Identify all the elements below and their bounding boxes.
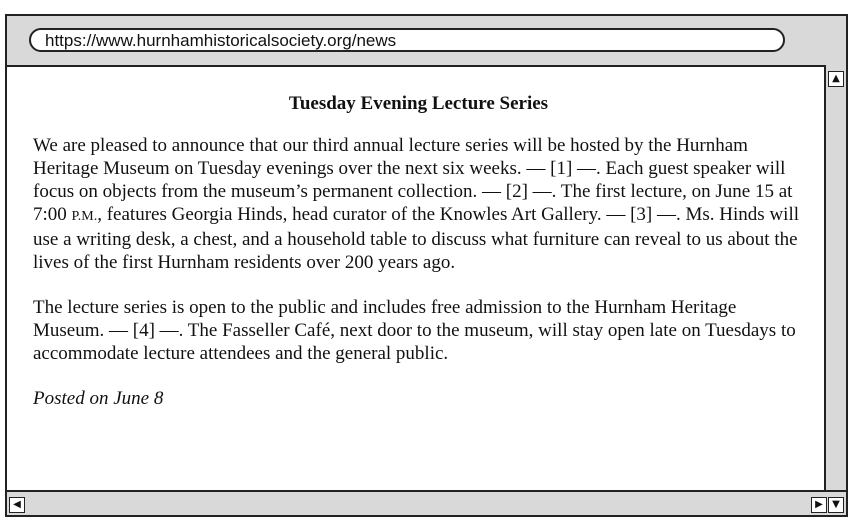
url-text: https://www.hurnhamhistoricalsociety.org/news [45,31,397,50]
address-bar[interactable] [29,28,785,52]
paragraph-1-text-b: , features Georgia Hinds, head curator of the Knowles Art Gallery. — [3] —. Ms. Hinds will use a writing desk, a chest, and a household table to discuss what furniture can reveal to us about the lives of the first Hurnham residents over 200 years ago. [33,204,800,273]
scroll-up-arrow-icon[interactable]: ▲ [828,71,844,87]
article-title: Tuesday Evening Lecture Series [288,93,549,114]
horizontal-scrollbar[interactable] [7,490,846,515]
article-paragraph-1 [33,134,804,274]
scroll-right-arrow-icon[interactable]: ▶ [811,497,827,513]
scroll-down-arrow-icon[interactable]: ▼ [828,497,844,513]
posted-date: Posted on June 8 [33,388,164,409]
pm-label: P.M. [71,209,98,224]
vertical-scrollbar[interactable] [826,65,846,490]
browser-window [5,14,848,517]
scroll-left-arrow-icon[interactable]: ◀ [9,497,25,513]
page-content [7,65,826,490]
article-paragraph-2: The lecture series is open to the public and includes free admission to the Hurnham Heritage Museum. — [4] —. The Fasseller Café, next door to the museum, will stay open late on Tuesdays to accommodate lecture attendees and the general public. [33,297,796,364]
paragraph-1-text-a: We are pleased to announce that our third annual lecture series will be hosted by the Hurnham Heritage Museum on Tuesday evenings over the next six weeks. — [1] —. Each guest speaker will focus on objects from the museum’s permanent collection. — [2] —. The first lecture, on June 15 at 7:00 [33,135,793,225]
